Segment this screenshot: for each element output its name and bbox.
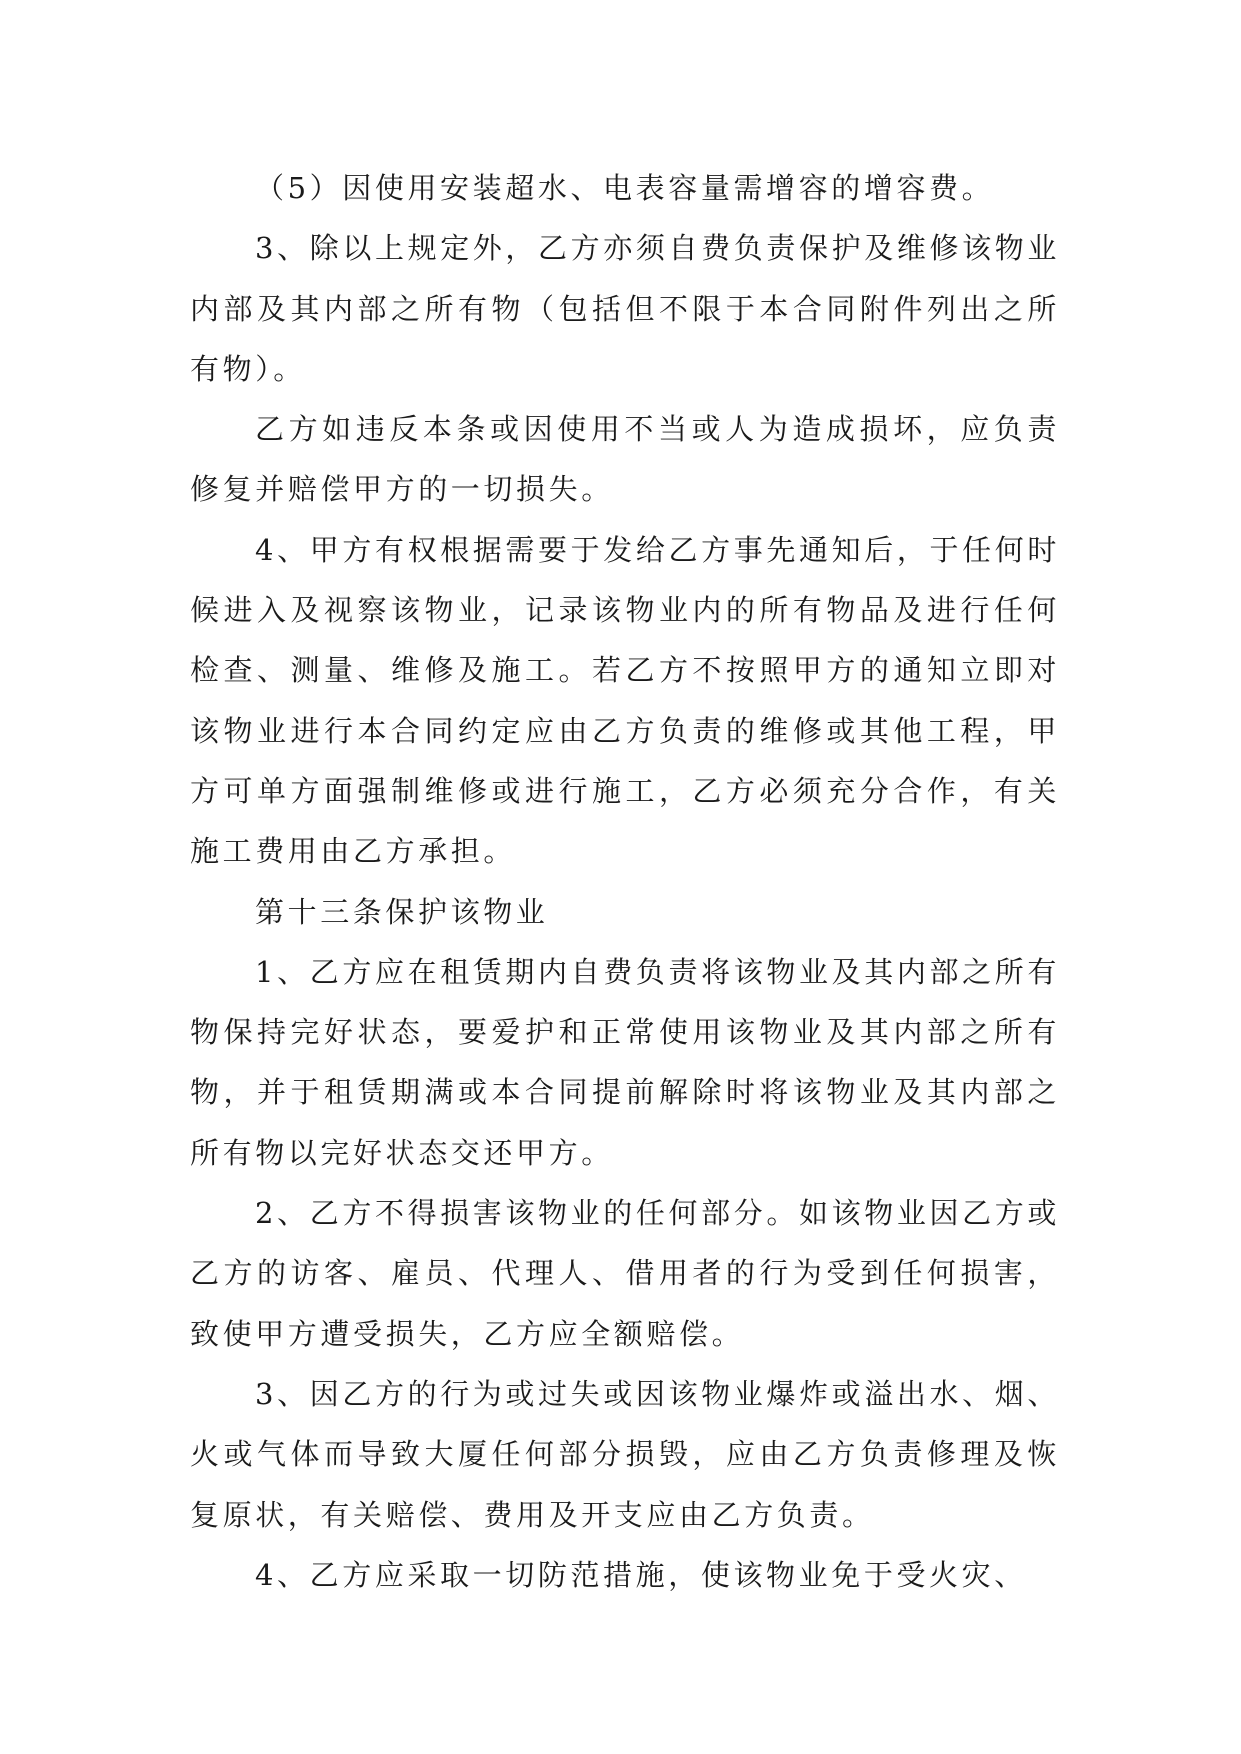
paragraph-4-inspection: 4、甲方有权根据需要于发给乙方事先通知后，于任何时候进入及视察该物业，记录该物业内的所有物品及进行任何检查、测量、维修及施工。若乙方不按照甲方的通知立即对该物业进行本合同约定应由乙方负责的维修或其他工程，甲方可单方面强制维修或进行施工，乙方必须充分合作，有关施工费用由乙方承担。 xyxy=(190,532,1060,869)
paragraph-13-4: 4、乙方应采取一切防范措施，使该物业免于受火灾、 xyxy=(255,1557,1027,1592)
section-heading-article-13: 第十三条保护该物业 xyxy=(255,894,549,929)
paragraph-damage-liability: 乙方如违反本条或因使用不当或人为造成损坏，应负责修复并赔偿甲方的一切损失。 xyxy=(190,412,1060,507)
paragraph-13-1: 1、乙方应在租赁期内自费负责将该物业及其内部之所有物保持完好状态，要爱护和正常使用该物业及其内部之所有物，并于租赁期满或本合同提前解除时将该物业及其内部之所有物以完好状态交还甲方。 xyxy=(190,954,1060,1170)
document-body xyxy=(190,158,1060,1605)
paragraph-5-capacity-fee: （5）因使用安装超水、电表容量需增容的增容费。 xyxy=(255,171,995,205)
paragraph-3-maintenance: 3、除以上规定外，乙方亦须自费负责保护及维修该物业内部及其内部之所有物（包括但不限于本合同附件列出之所有物）。 xyxy=(190,231,1060,386)
paragraph-13-3: 3、因乙方的行为或过失或因该物业爆炸或溢出水、烟、火或气体而导致大厦任何部分损毁，应由乙方负责修理及恢复原状，有关赔偿、费用及开支应由乙方负责。 xyxy=(190,1376,1060,1532)
paragraph-13-2: 2、乙方不得损害该物业的任何部分。如该物业因乙方或乙方的访客、雇员、代理人、借用者的行为受到任何损害，致使甲方遭受损失，乙方应全额赔偿。 xyxy=(190,1196,1060,1351)
